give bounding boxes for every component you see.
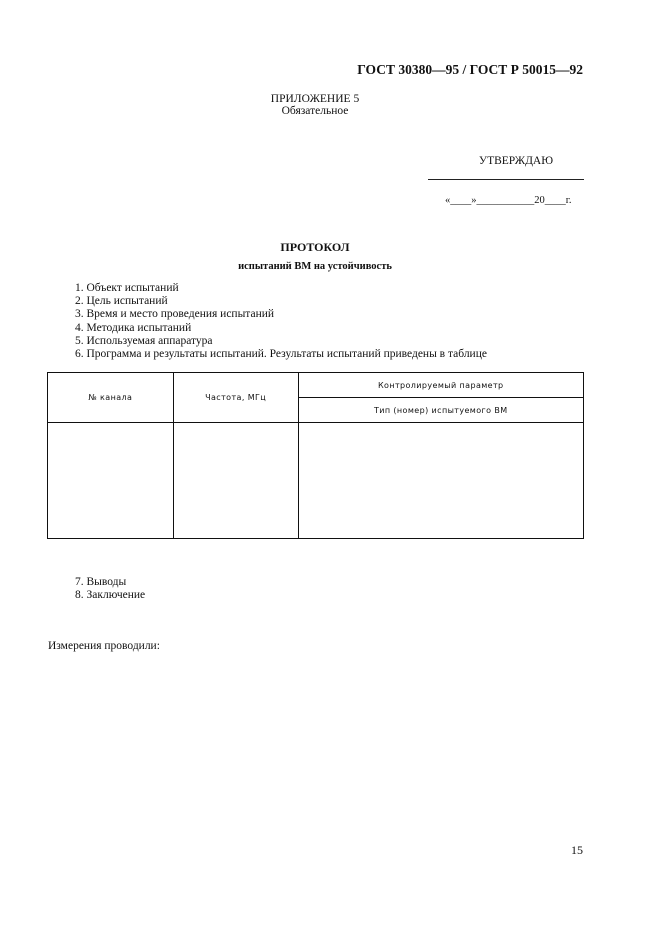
header-type: Тип (номер) испытуемого ВМ (298, 398, 583, 423)
protocol-items-list (75, 282, 487, 361)
table-cell (298, 423, 583, 539)
list-item: 3. Время и место проведения испытаний (75, 308, 275, 321)
table-cell (173, 423, 298, 539)
conclusion-items-list (75, 576, 145, 602)
header-parameter: Контролируемый параметр (298, 373, 583, 398)
list-item: 1. Объект испытаний (75, 282, 179, 294)
appendix-subtitle: Обязательное (281, 105, 349, 117)
table-row (48, 423, 584, 539)
list-item: 6. Программа и результаты испытаний. Результаты испытаний приведены в таблице (75, 348, 487, 361)
approval-block (428, 155, 584, 167)
table-cell (48, 423, 174, 539)
header-frequency: Частота, МГц (173, 373, 298, 423)
list-item: 5. Используемая аппаратура (75, 334, 213, 347)
measured-by-label: Измерения проводили: (48, 640, 160, 652)
protocol-subtitle: испытаний ВМ на устойчивость (238, 261, 392, 272)
approval-date: «____»___________20____г. (445, 195, 572, 206)
page-number: 15 (571, 843, 583, 857)
protocol-title: ПРОТОКОЛ (280, 240, 350, 254)
appendix-title: ПРИЛОЖЕНИЕ 5 (270, 93, 360, 105)
list-item: 8. Заключение (75, 589, 146, 602)
list-item: 7. Выводы (75, 576, 127, 588)
signature-line (428, 179, 584, 180)
approval-word: УТВЕРЖДАЮ (478, 155, 554, 167)
header-channel: № канала (48, 373, 174, 423)
list-item: 2. Цель испытаний (75, 295, 168, 308)
table-header-row (48, 373, 584, 398)
appendix-heading (0, 93, 630, 117)
list-item: 4. Методика испытаний (75, 321, 192, 334)
document-code: ГОСТ 30380—95 / ГОСТ Р 50015—92 (357, 62, 583, 77)
results-table (47, 372, 584, 539)
